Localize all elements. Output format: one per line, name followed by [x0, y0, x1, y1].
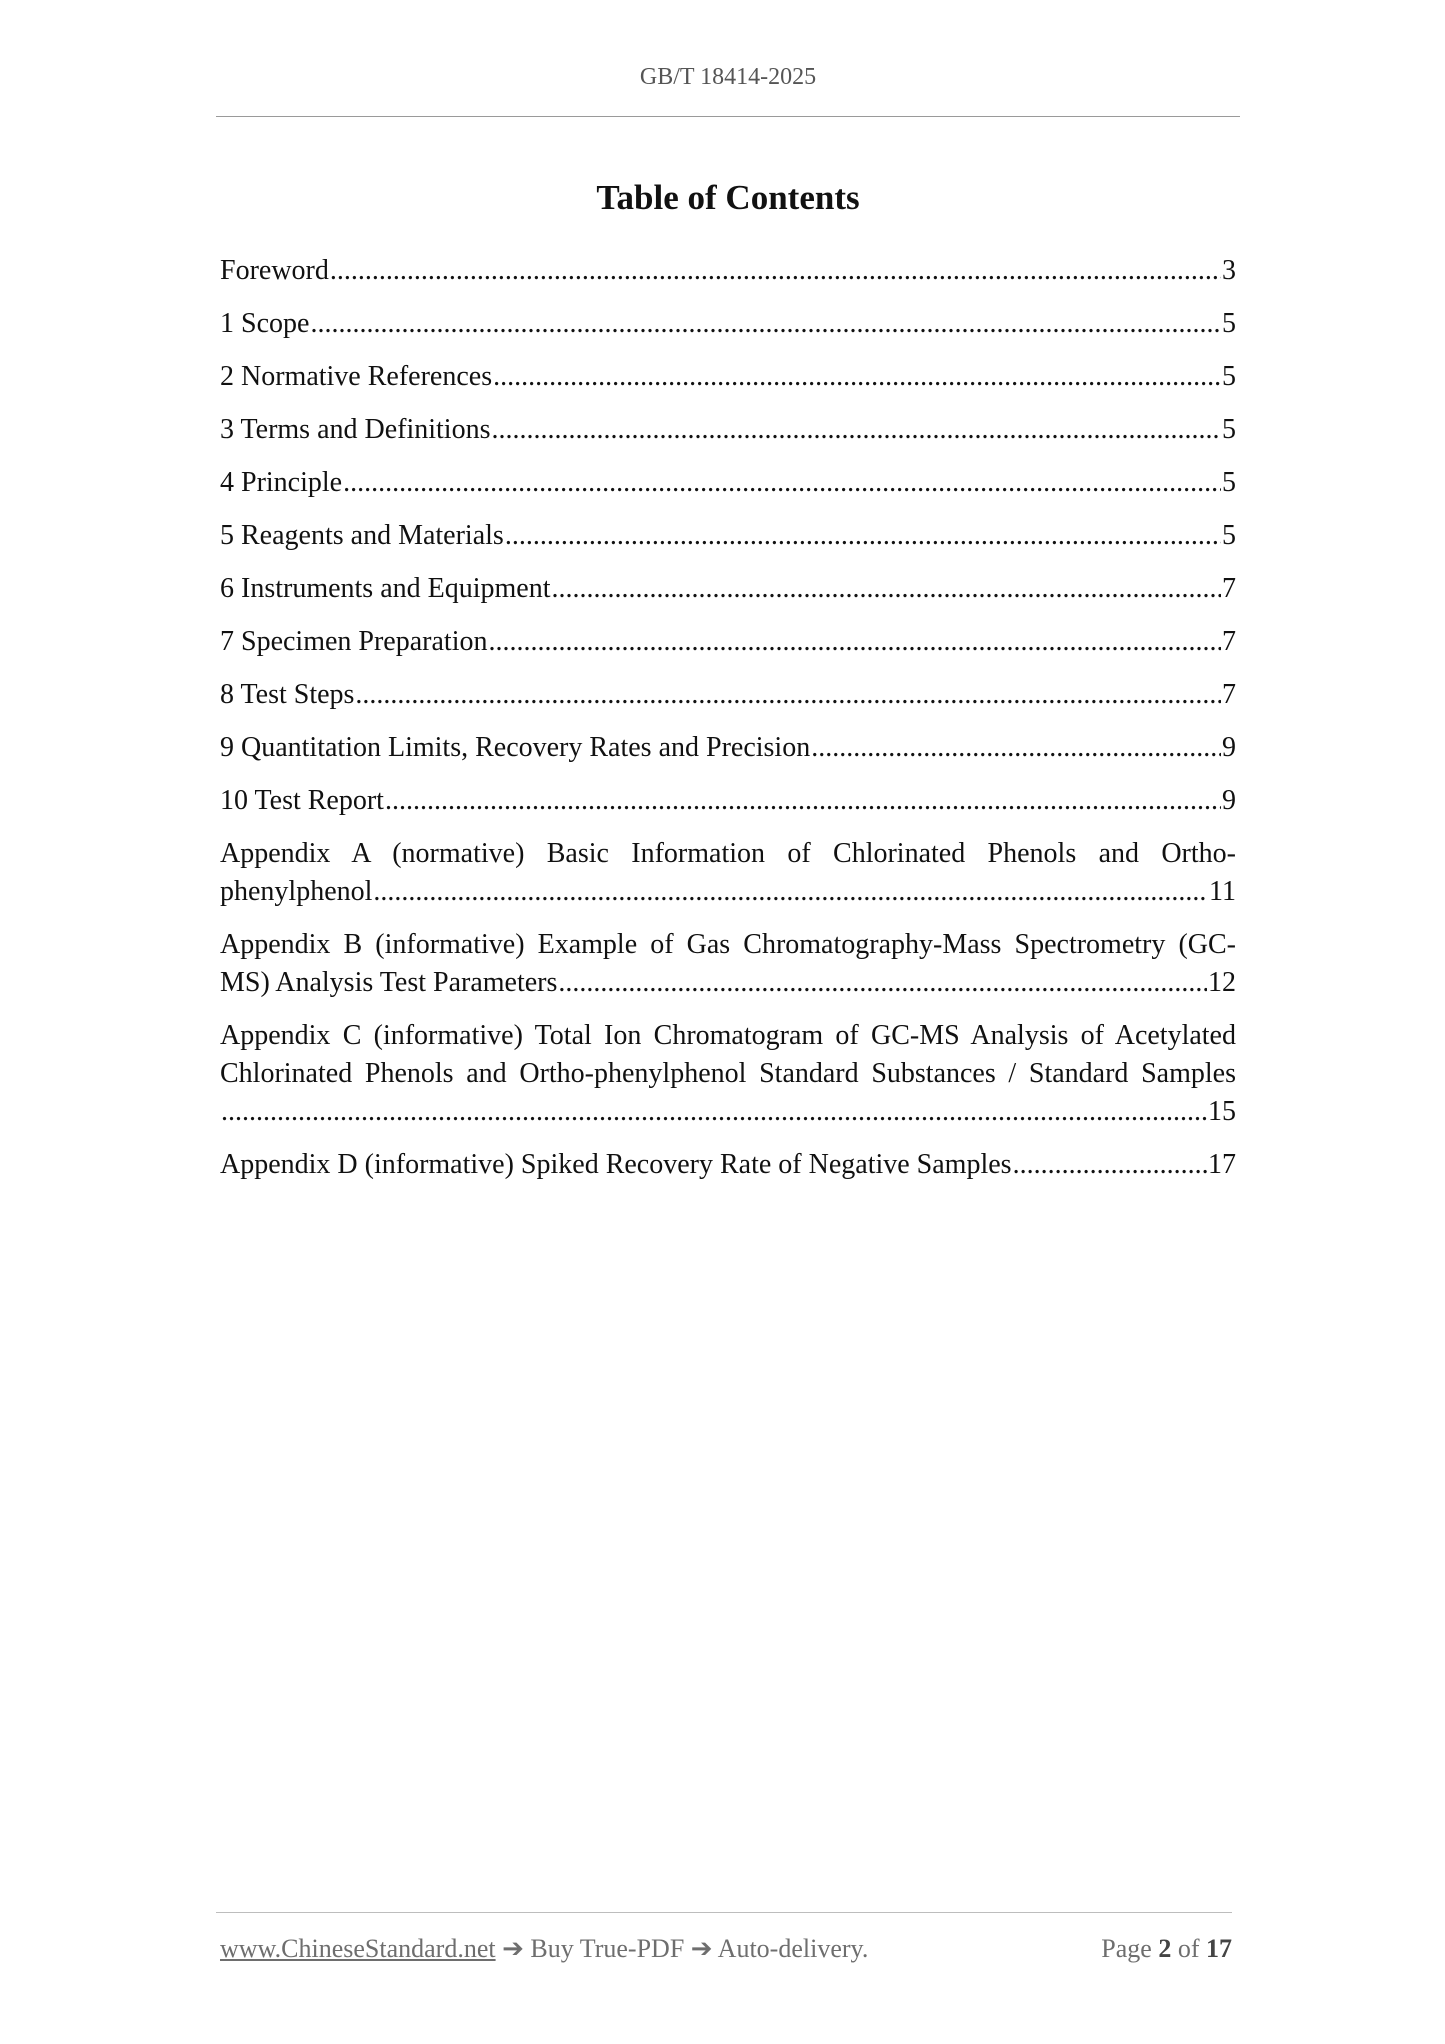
toc-page-number: 5	[1222, 414, 1236, 445]
toc-entry-row	[220, 1093, 1236, 1131]
dot-leader	[310, 305, 1221, 343]
toc-entry-text: phenylphenol	[220, 876, 373, 907]
toc-entry-row	[220, 464, 1236, 502]
toc-entry[interactable]	[220, 252, 1236, 290]
toc-entry-row	[220, 305, 1236, 343]
dot-leader	[221, 1093, 1207, 1131]
toc-entry[interactable]	[220, 1017, 1236, 1131]
toc-entry-text: 7 Specimen Preparation	[220, 626, 488, 657]
toc-entry-row	[220, 570, 1236, 608]
website-link[interactable]: www.ChineseStandard.net	[220, 1934, 496, 1963]
toc-entry-text: 2 Normative References	[220, 361, 493, 392]
toc-entry-text: 6 Instruments and Equipment	[220, 573, 551, 604]
toc-page-number: 7	[1222, 573, 1236, 604]
toc-entry-row	[220, 676, 1236, 714]
toc-page-number: 5	[1222, 520, 1236, 551]
toc-entry-text: Foreword	[220, 255, 329, 286]
toc-entry-text: 10 Test Report	[220, 785, 384, 816]
toc-page-number: 9	[1222, 732, 1236, 763]
toc-entry-text: 5 Reagents and Materials	[220, 520, 504, 551]
toc-entry[interactable]	[220, 358, 1236, 396]
toc-page-number: 3	[1222, 255, 1236, 286]
toc-entry-text: 4 Principle	[220, 467, 343, 498]
toc-entry-text: MS) Analysis Test Parameters	[220, 967, 558, 998]
toc-entry[interactable]	[220, 517, 1236, 555]
toc-entry-text-line: Appendix A (normative) Basic Information of Chlorinated Phenols and Ortho-	[220, 838, 1236, 869]
page-indicator	[1101, 1934, 1232, 1964]
toc-page-number: 7	[1222, 679, 1236, 710]
toc-entry-row	[220, 964, 1236, 1002]
arrow-icon: ➔	[502, 1934, 524, 1963]
toc-entry-row	[220, 623, 1236, 661]
delivery-text: Auto-delivery.	[717, 1934, 869, 1963]
dot-leader	[1013, 1146, 1207, 1184]
buy-text: Buy True-PDF	[530, 1934, 685, 1963]
toc-entry[interactable]	[220, 570, 1236, 608]
toc-entry[interactable]	[220, 1146, 1236, 1184]
toc-entry-text: 3 Terms and Definitions	[220, 414, 491, 445]
dot-leader	[811, 729, 1221, 767]
toc-entry-row	[220, 358, 1236, 396]
toc-entry[interactable]	[220, 411, 1236, 449]
dot-leader	[488, 623, 1221, 661]
toc-page-number: 12	[1208, 967, 1236, 998]
toc-page-number: 5	[1222, 308, 1236, 339]
dot-leader	[343, 464, 1221, 502]
toc-page-number: 5	[1222, 361, 1236, 392]
toc-page-number: 5	[1222, 467, 1236, 498]
arrow-icon: ➔	[690, 1934, 713, 1963]
toc-entry-row	[220, 873, 1236, 911]
footer-promo	[220, 1934, 868, 1964]
toc-entry-text: 9 Quantitation Limits, Recovery Rates and Precision	[220, 732, 811, 763]
toc-page-number: 11	[1209, 876, 1236, 907]
dot-leader	[505, 517, 1221, 555]
toc-entry-row	[220, 252, 1236, 290]
dot-leader	[491, 411, 1221, 449]
toc-entry[interactable]	[220, 623, 1236, 661]
toc-entry[interactable]	[220, 782, 1236, 820]
standard-code: GB/T 18414-2025	[639, 64, 817, 90]
toc-page-number: 7	[1222, 626, 1236, 657]
dot-leader	[385, 782, 1221, 820]
toc-entry-row	[220, 517, 1236, 555]
toc-entry-row	[220, 782, 1236, 820]
toc-entry-text: 1 Scope	[220, 308, 310, 339]
dot-leader	[373, 873, 1208, 911]
toc-entry[interactable]	[220, 305, 1236, 343]
footer-divider	[216, 1912, 1232, 1913]
dot-leader	[330, 252, 1221, 290]
toc-page-number: 17	[1208, 1149, 1236, 1180]
toc-entry-row	[220, 729, 1236, 767]
toc-page-number: 15	[1208, 1096, 1236, 1127]
toc-entry[interactable]	[220, 926, 1236, 1002]
toc-entry-text-line: Appendix C (informative) Total Ion Chromatogram of GC-MS Analysis of Acetylated	[220, 1020, 1236, 1051]
dot-leader	[355, 676, 1221, 714]
of-label: of	[1177, 1934, 1200, 1963]
toc-page-number: 9	[1222, 785, 1236, 816]
dot-leader	[558, 964, 1207, 1002]
document-footer	[220, 1934, 1232, 1964]
toc-entry[interactable]	[220, 835, 1236, 911]
document-header	[216, 64, 1240, 91]
dot-leader	[552, 570, 1221, 608]
table-of-contents	[220, 252, 1236, 1199]
toc-entry[interactable]	[220, 676, 1236, 714]
toc-entry[interactable]	[220, 464, 1236, 502]
toc-entry-text-line: Appendix B (informative) Example of Gas Chromatography-Mass Spectrometry (GC-	[220, 929, 1236, 960]
toc-entry-row	[220, 1146, 1236, 1184]
toc-entry[interactable]	[220, 729, 1236, 767]
total-pages: 17	[1206, 1934, 1232, 1963]
dot-leader	[493, 358, 1221, 396]
page-label: Page	[1101, 1934, 1152, 1963]
toc-entry-text-line: Chlorinated Phenols and Ortho-phenylphenol Standard Substances / Standard Samples	[220, 1058, 1236, 1089]
header-divider	[216, 116, 1240, 117]
current-page: 2	[1158, 1934, 1172, 1963]
toc-entry-text: 8 Test Steps	[220, 679, 355, 710]
toc-title: Table of Contents	[596, 178, 860, 217]
toc-entry-row	[220, 411, 1236, 449]
toc-entry-text: Appendix D (informative) Spiked Recovery Rate of Negative Samples	[220, 1149, 1012, 1180]
